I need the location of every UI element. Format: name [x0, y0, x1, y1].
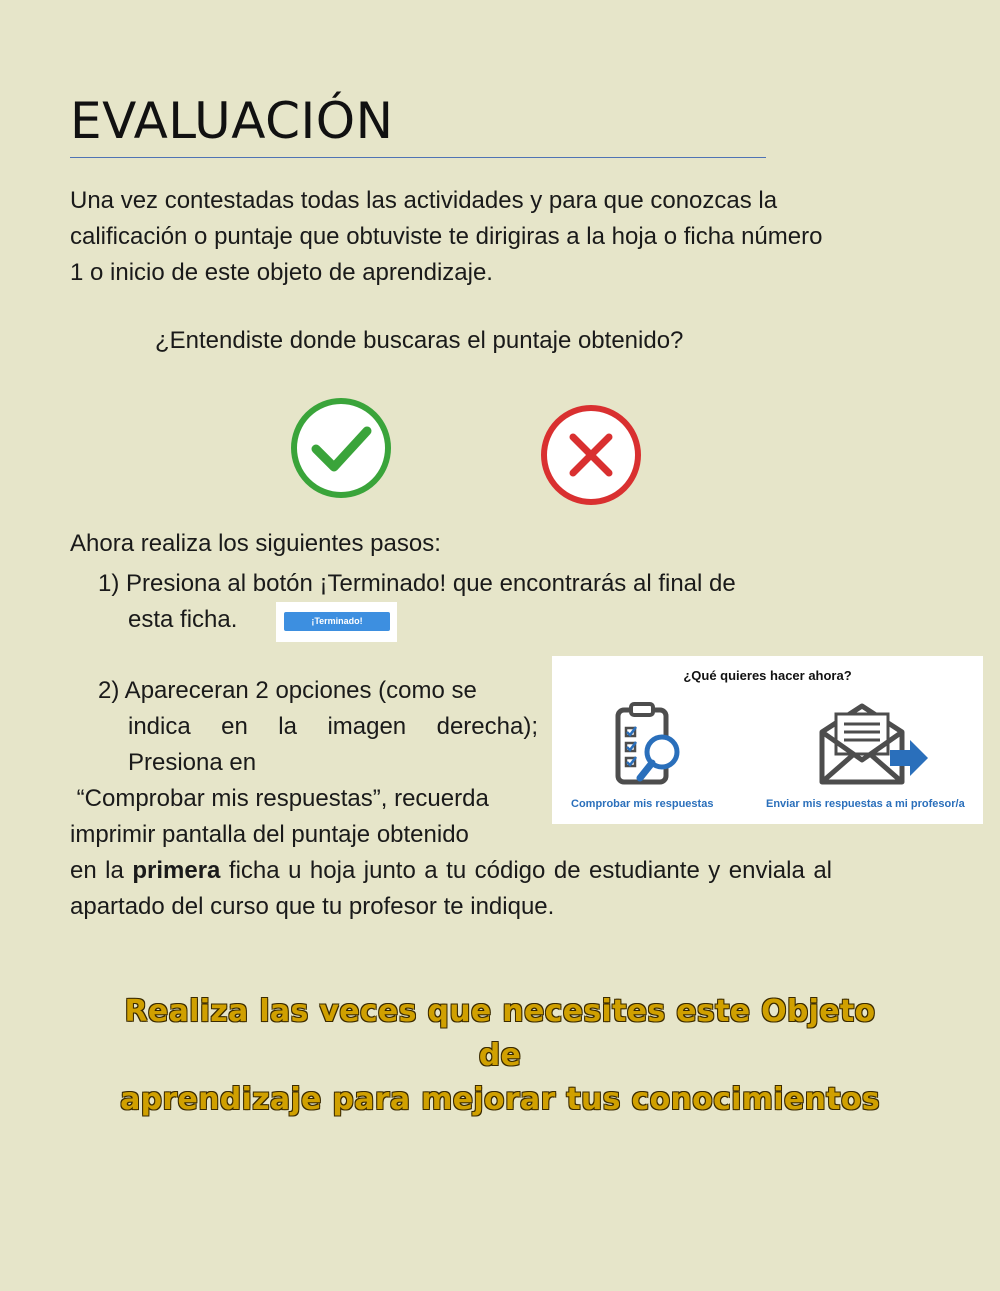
terminado-button[interactable]: ¡Terminado!	[284, 612, 390, 631]
step-2-line-4: “Comprobar mis respuestas”, recuerda	[70, 785, 489, 812]
step-2	[98, 673, 538, 781]
no-cross-button[interactable]	[540, 404, 642, 506]
option-check-answers[interactable]: Comprobar mis respuestas	[571, 798, 714, 810]
option-send-answers[interactable]: Enviar mis respuestas a mi profesor/a	[766, 798, 965, 810]
footer-line-1: Realiza las veces que necesites este Objeto de	[124, 994, 876, 1073]
page-title: EVALUACIÓN	[70, 92, 394, 150]
step-2-line-1: 2) Apareceran 2 opciones (como se	[98, 677, 477, 704]
intro-paragraph: Una vez contestadas todas las actividades y para que conozcas la calificación o puntaje que obtuviste te dirigiras a la hoja o ficha número 1 o inicio de este objeto de aprendizaje.	[70, 187, 823, 286]
mail-send-icon	[818, 702, 930, 788]
footer-message	[100, 990, 900, 1122]
step-2-continued	[70, 781, 538, 853]
footer-line-2: aprendizaje para mejorar tus conocimientos	[120, 1082, 880, 1117]
check-icon	[290, 397, 392, 499]
yes-check-button[interactable]	[290, 397, 392, 499]
steps-intro: Ahora realiza los siguientes pasos:	[70, 530, 441, 557]
options-panel-title: ¿Qué quieres hacer ahora?	[683, 668, 852, 683]
close-icon	[540, 404, 642, 506]
step-2-line-6-pre: en la	[70, 857, 133, 884]
step-2-line-3: Presiona en	[128, 749, 257, 776]
title-underline	[70, 157, 766, 158]
step-1-line-2: esta ficha.	[128, 606, 238, 633]
step-1	[98, 566, 838, 638]
question-text: ¿Entendiste donde buscaras el puntaje obtenido?	[155, 327, 684, 354]
step-2-line-2: indica en la imagen derecha);	[128, 713, 538, 740]
step-1-line-1: 1) Presiona al botón ¡Terminado! que encontrarás al final de	[98, 570, 736, 597]
clipboard-search-icon	[612, 702, 688, 792]
step-2-line-5: imprimir pantalla del puntaje obtenido	[70, 821, 469, 848]
options-panel-illustration	[552, 656, 983, 824]
terminado-button-illustration	[276, 602, 397, 642]
step-2-conclusion	[70, 853, 832, 925]
step-2-bold-word: primera	[132, 857, 221, 884]
step-2-line-6-post: ficha u hoja junto a tu código de estudiante y enviala al apartado del curso que tu profesor te indique.	[70, 857, 832, 920]
